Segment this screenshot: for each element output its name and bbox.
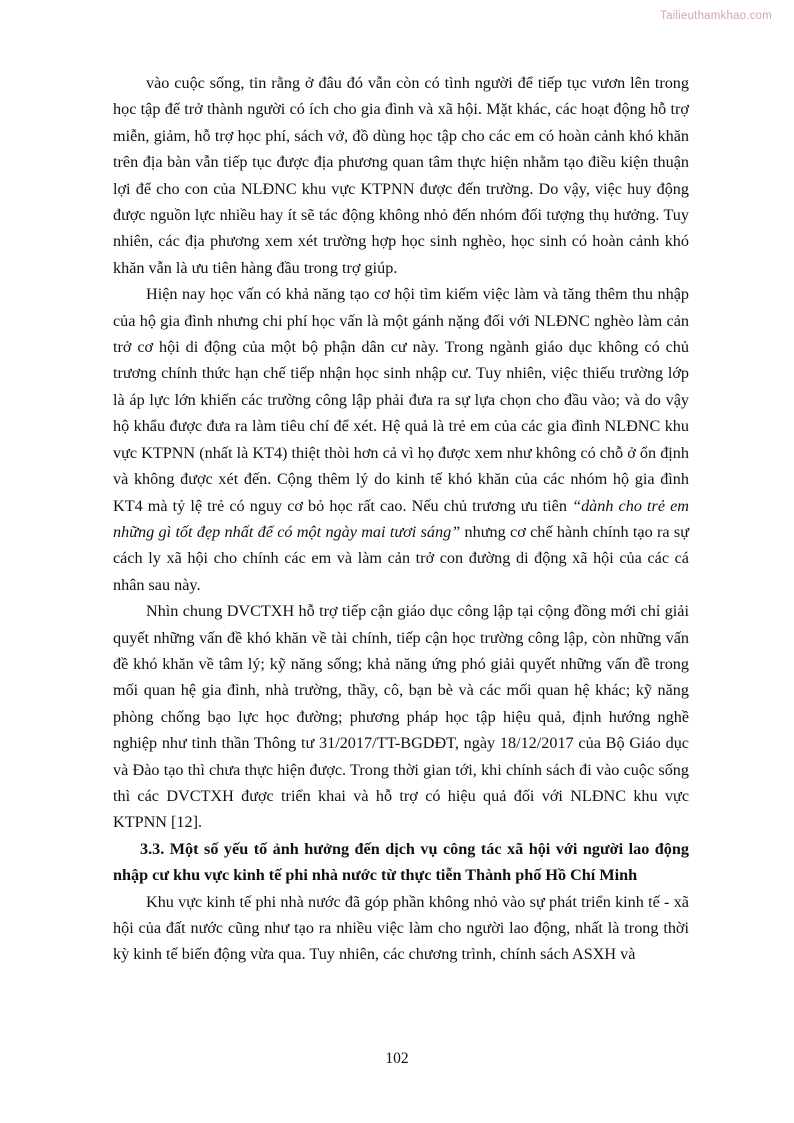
paragraph-2-part-1: Hiện nay học vấn có khả năng tạo cơ hội tìm kiếm việc làm và tăng thêm thu nhập của hộ gia đình nhưng chi phí học vấn là một gánh nặng đối với NLĐNC nghèo làm cản trở cơ hội di động của một bộ phận dân cư này. Trong ngành giáo dục không có chủ trương chính thức hạn chế tiếp nhận học sinh nhập cư. Tuy nhiên, việc thiếu trường lớp là áp lực lớn khiến các trường công lập phải đưa ra sự lựa chọn cho đầu vào; và do vậy hộ khẩu được đưa ra làm tiêu chí để xét. Hệ quả là trẻ em của các gia đình NLĐNC khu vực KTPNN (nhất là KT4) thiệt thòi hơn cả vì họ được xem như không có chỗ ở ổn định và không được xét đến. Cộng thêm lý do kinh tế khó khăn của các nhóm hộ gia đình KT4 mà tỷ lệ trẻ có nguy cơ bỏ học rất cao. Nếu chủ trương ưu tiên bbox=[113, 285, 689, 515]
paragraph-2-part-2: nhưng cơ chế hành chính tạo ra sự cách ly xã hội cho chính các em và làm cản trở con đường di động xã hội của các cá nhân sau này. bbox=[113, 522, 690, 594]
paragraph-1: vào cuộc sống, tin rằng ở đâu đó vẫn còn có tình người để tiếp tục vươn lên trong học tập để trở thành người có ích cho gia đình và xã hội. Mặt khác, các hoạt động hỗ trợ miễn, giảm, hỗ trợ học phí, sách vở, đồ dùng học tập cho các em có hoàn cảnh khó khăn trên địa bàn vẫn tiếp tục được địa phương quan tâm thực hiện nhằm tạo điều kiện thuận lợi để cho con của NLĐNC khu vực KTPNN được đến trường. Do vậy, việc huy động được nguồn lực nhiều hay ít sẽ tác động không nhỏ đến nhóm đối tượng thụ hưởng. Tuy nhiên, các địa phương xem xét trường hợp học sinh nghèo, học sinh có hoàn cảnh khó khăn vẫn là ưu tiên hàng đầu trong trợ giúp. bbox=[113, 74, 689, 277]
paragraph-2 bbox=[113, 281, 689, 598]
section-heading-3-3: 3.3. Một số yếu tố ảnh hưởng đến dịch vụ công tác xã hội với người lao động nhập cư khu vực kinh tế phi nhà nước từ thực tiễn Thành phố Hồ Chí Minh bbox=[113, 839, 689, 885]
page-content bbox=[113, 70, 689, 968]
paragraph-2-quote: “dành cho trẻ em những gì tốt đẹp nhất để có một ngày mai tươi sáng” bbox=[113, 496, 689, 541]
paragraph-4: Khu vực kinh tế phi nhà nước đã góp phần không nhỏ vào sự phát triển kinh tế - xã hội của đất nước cũng như tạo ra nhiều việc làm cho người lao động, nhất là trong thời kỳ kinh tế biến động vừa qua. Tuy nhiên, các chương trình, chính sách ASXH và bbox=[113, 892, 689, 964]
watermark-text: Tailieuthamkhao.com bbox=[660, 10, 772, 22]
paragraph-3: Nhìn chung DVCTXH hỗ trợ tiếp cận giáo dục công lập tại cộng đồng mới chỉ giải quyết những vấn đề khó khăn về tài chính, tiếp cận học trường công lập, còn những vấn đề khó khăn về tâm lý; kỹ năng sống; khả năng ứng phó giải quyết những vấn đề trong mối quan hệ gia đình, nhà trường, thầy, cô, bạn bè và các mối quan hệ khác; kỹ năng phòng chống bạo lực học đường; phương pháp học tập hiệu quả, định hướng nghề nghiệp như tinh thần Thông tư 31/2017/TT-BGDĐT, ngày 18/12/2017 của Bộ Giáo dục và Đào tạo thì chưa thực hiện được. Trong thời gian tới, khi chính sách đi vào cuộc sống thì các DVCTXH được triển khai và hỗ trợ có hiệu quả đối với NLĐNC khu vực KTPNN [12]. bbox=[113, 602, 689, 832]
page-number: 102 bbox=[385, 1050, 409, 1067]
